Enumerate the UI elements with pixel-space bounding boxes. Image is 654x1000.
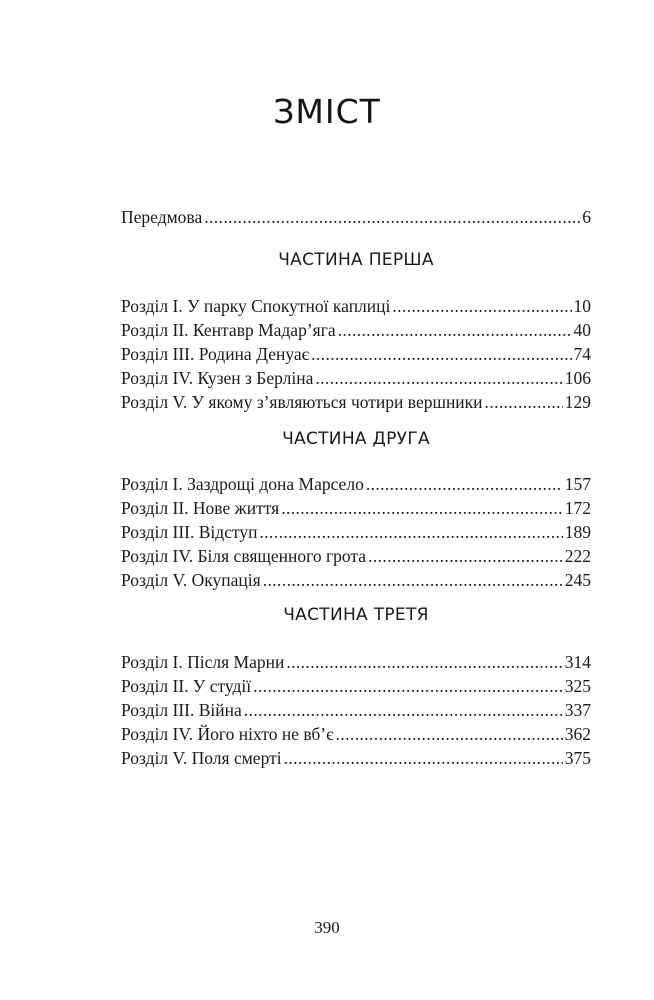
dot-leader xyxy=(311,342,571,366)
part-heading-2: ЧАСТИНА ДРУГА xyxy=(282,429,430,449)
toc-entry[interactable] xyxy=(121,366,591,390)
toc-entry-label: Розділ I. Після Марни xyxy=(121,652,285,672)
toc-entry-page: 245 xyxy=(564,570,591,590)
toc-entry-page: 6 xyxy=(582,207,591,227)
dot-leader xyxy=(368,544,563,568)
toc-entry[interactable] xyxy=(121,722,591,746)
dot-leader xyxy=(253,674,563,698)
toc-entry-page: 362 xyxy=(564,724,591,744)
dot-leader xyxy=(281,496,563,520)
dot-leader xyxy=(286,650,562,674)
toc-entry-label: Розділ II. У студії xyxy=(121,676,252,696)
toc-entry-page: 375 xyxy=(564,748,591,768)
toc-entry-preface[interactable] xyxy=(121,205,591,229)
dot-leader xyxy=(338,318,572,342)
toc-entry[interactable] xyxy=(121,568,591,592)
toc-entry-page: 325 xyxy=(564,676,591,696)
toc-entry[interactable] xyxy=(121,698,591,722)
toc-entry-page: 189 xyxy=(564,522,591,542)
toc-entry-page: 40 xyxy=(573,320,591,340)
toc-entry[interactable] xyxy=(121,544,591,568)
part-heading-1: ЧАСТИНА ПЕРША xyxy=(278,250,434,270)
dot-leader xyxy=(336,722,563,746)
toc-entry-label: Розділ IV. Кузен з Берліна xyxy=(121,368,314,388)
toc-entry-label: Розділ V. У якому з’являються чотири вершники xyxy=(121,392,483,412)
dot-leader xyxy=(485,390,563,414)
toc-entry[interactable] xyxy=(121,746,591,770)
dot-leader xyxy=(260,520,563,544)
toc-entry-page: 129 xyxy=(564,392,591,412)
toc-entry[interactable] xyxy=(121,294,591,318)
dot-leader xyxy=(366,472,563,496)
dot-leader xyxy=(284,746,563,770)
toc-entry[interactable] xyxy=(121,342,591,366)
page-title: ЗМІСТ xyxy=(273,92,381,131)
toc-entry-page: 74 xyxy=(573,344,591,364)
toc-entry-page: 314 xyxy=(564,652,591,672)
toc-entry[interactable] xyxy=(121,650,591,674)
toc-entry-label: Розділ III. Війна xyxy=(121,700,242,720)
toc-entry[interactable] xyxy=(121,390,591,414)
toc-entry-label: Розділ I. Заздрощі дона Марсело xyxy=(121,474,364,494)
toc-entry[interactable] xyxy=(121,472,591,496)
toc-entry-page: 10 xyxy=(573,296,591,316)
toc-entry-page: 106 xyxy=(564,368,591,388)
toc-entry-label: Розділ IV. Біля священного грота xyxy=(121,546,367,566)
toc-entry-label: Передмова xyxy=(121,207,203,227)
toc-entry-label: Розділ I. У парку Спокутної каплиці xyxy=(121,296,391,316)
toc-entry-page: 222 xyxy=(564,546,591,566)
toc-entry-label: Розділ II. Нове життя xyxy=(121,498,280,518)
part-heading-3: ЧАСТИНА ТРЕТЯ xyxy=(283,605,429,625)
toc-entry-page: 172 xyxy=(564,498,591,518)
dot-leader xyxy=(315,366,562,390)
toc-entry-label: Розділ V. Окупація xyxy=(121,570,261,590)
toc-entry-label: Розділ V. Поля смерті xyxy=(121,748,282,768)
dot-leader xyxy=(244,698,563,722)
toc-entry[interactable] xyxy=(121,520,591,544)
dot-leader xyxy=(204,205,580,229)
toc-entry-label: Розділ IV. Його ніхто не вб’є xyxy=(121,724,334,744)
toc-entry-label: Розділ III. Відступ xyxy=(121,522,258,542)
toc-entry-page: 337 xyxy=(564,700,591,720)
dot-leader xyxy=(392,294,571,318)
toc-entry[interactable] xyxy=(121,674,591,698)
toc-entry-label: Розділ III. Родина Денуає xyxy=(121,344,310,364)
toc-entry[interactable] xyxy=(121,318,591,342)
toc-entry-label: Розділ II. Кентавр Мадар’яга xyxy=(121,320,336,340)
toc-entry[interactable] xyxy=(121,496,591,520)
dot-leader xyxy=(263,568,563,592)
page-number: 390 xyxy=(314,918,340,937)
toc-entry-page: 157 xyxy=(564,474,591,494)
